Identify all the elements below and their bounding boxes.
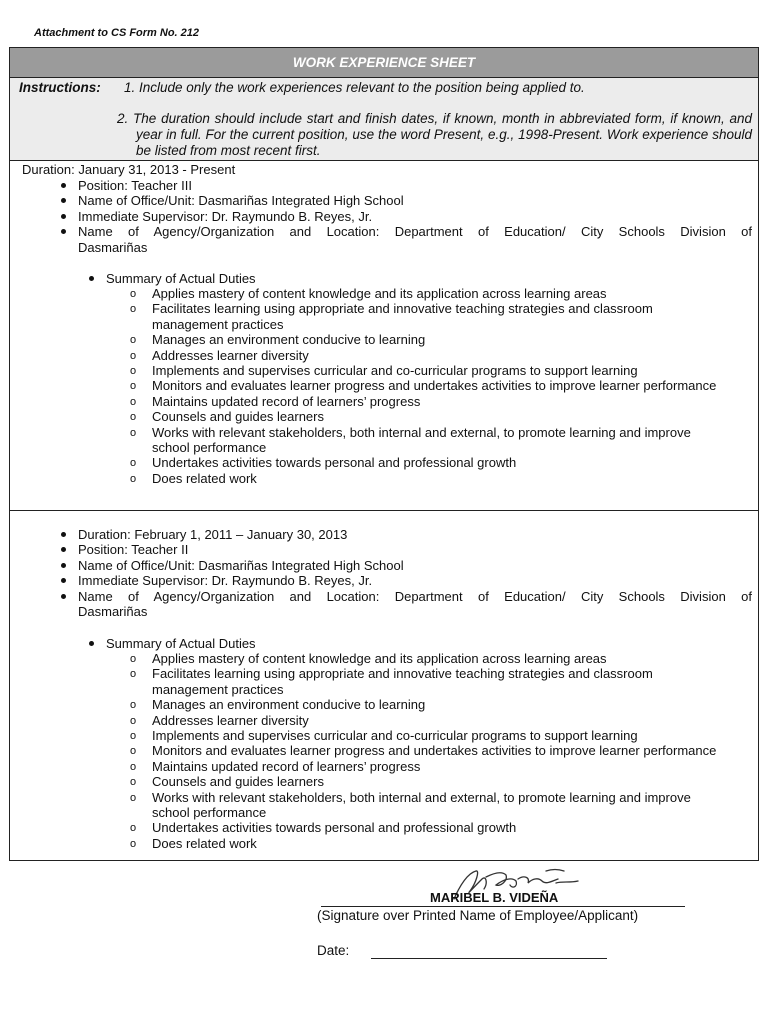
summary-heading: Summary of Actual Duties [86, 636, 256, 651]
duties-list [130, 286, 730, 486]
instruction-2: 2. The duration should include start and finish dates, if known, month in abbreviated form, if known, and year in full. For the current position, use the word Present, e.g., 1998-Present. Work experience should be listed from most recent first. [117, 111, 752, 158]
duty-item: o Monitors and evaluates learner progress and undertakes activities to improve learner performance [130, 378, 730, 393]
entry-fields [58, 527, 752, 619]
duties-list [130, 651, 730, 851]
duty-item: o Implements and supervises curricular and co-curricular programs to support learning [130, 363, 730, 378]
signature-line [321, 906, 685, 907]
duty-item: o Counsels and guides learners [130, 774, 730, 789]
duty-item: o Monitors and evaluates learner progress and undertakes activities to improve learner performance [130, 743, 730, 758]
duty-item: o Applies mastery of content knowledge and its application across learning areas [130, 286, 730, 301]
duty-item: o Undertakes activities towards personal and professional growth [130, 820, 730, 835]
signature-block [0, 862, 768, 1024]
date-label: Date: [317, 943, 350, 958]
work-experience-sheet [9, 47, 759, 861]
duty-item: o Works with relevant stakeholders, both internal and external, to promote learning and improve school performance [130, 425, 730, 456]
duty-item: o Does related work [130, 471, 730, 486]
entry-agency-cont: Dasmariñas [78, 604, 148, 620]
entry-fields [58, 178, 752, 255]
work-entry-2 [10, 511, 758, 861]
duty-item: o Facilitates learning using appropriate and innovative teaching strategies and classroom management practices [130, 301, 730, 332]
signature-caption: (Signature over Printed Name of Employee/Applicant) [317, 908, 639, 923]
instruction-1: 1. Include only the work experiences relevant to the position being applied to. [124, 80, 585, 95]
duty-item: o Undertakes activities towards personal and professional growth [130, 455, 730, 470]
entry-supervisor: Immediate Supervisor: Dr. Raymundo B. Reyes, Jr. [58, 209, 752, 224]
duty-item: o Implements and supervises curricular and co-curricular programs to support learning [130, 728, 730, 743]
signatory-name: MARIBEL B. VIDEÑA [430, 890, 559, 905]
duty-item: o Facilitates learning using appropriate and innovative teaching strategies and classroom management practices [130, 666, 730, 697]
date-field[interactable] [371, 958, 607, 959]
duty-item: o Does related work [130, 836, 730, 851]
sheet-title: WORK EXPERIENCE SHEET [10, 48, 758, 78]
entry-agency: Name of Agency/Organization and Location: Department of Education/ City Schools Division of [58, 224, 752, 239]
instructions-box [10, 78, 758, 161]
summary-heading: Summary of Actual Duties [86, 271, 256, 286]
duty-item: o Counsels and guides learners [130, 409, 730, 424]
entry-duration: Duration: January 31, 2013 - Present [22, 162, 236, 177]
entry-duration: Duration: February 1, 2011 – January 30, 2013 [58, 527, 752, 542]
entry-office: Name of Office/Unit: Dasmariñas Integrated High School [58, 193, 752, 208]
duty-item: o Maintains updated record of learners’ progress [130, 759, 730, 774]
entry-supervisor: Immediate Supervisor: Dr. Raymundo B. Reyes, Jr. [58, 573, 752, 588]
duty-item: o Applies mastery of content knowledge and its application across learning areas [130, 651, 730, 666]
duty-item: o Addresses learner diversity [130, 348, 730, 363]
duty-item: o Addresses learner diversity [130, 713, 730, 728]
duty-item: o Maintains updated record of learners’ progress [130, 394, 730, 409]
entry-agency-cont: Dasmariñas [78, 239, 148, 255]
entry-office: Name of Office/Unit: Dasmariñas Integrated High School [58, 558, 752, 573]
entry-position: Position: Teacher II [58, 542, 752, 557]
instructions-label: Instructions: [19, 80, 101, 95]
entry-position: Position: Teacher III [58, 178, 752, 193]
duty-item: o Manages an environment conducive to learning [130, 332, 730, 347]
attachment-label: Attachment to CS Form No. 212 [34, 27, 200, 39]
duty-item: o Works with relevant stakeholders, both internal and external, to promote learning and improve school performance [130, 790, 730, 821]
duty-item: o Manages an environment conducive to learning [130, 697, 730, 712]
entry-agency: Name of Agency/Organization and Location: Department of Education/ City Schools Division of [58, 589, 752, 604]
work-entry-1 [10, 161, 758, 511]
